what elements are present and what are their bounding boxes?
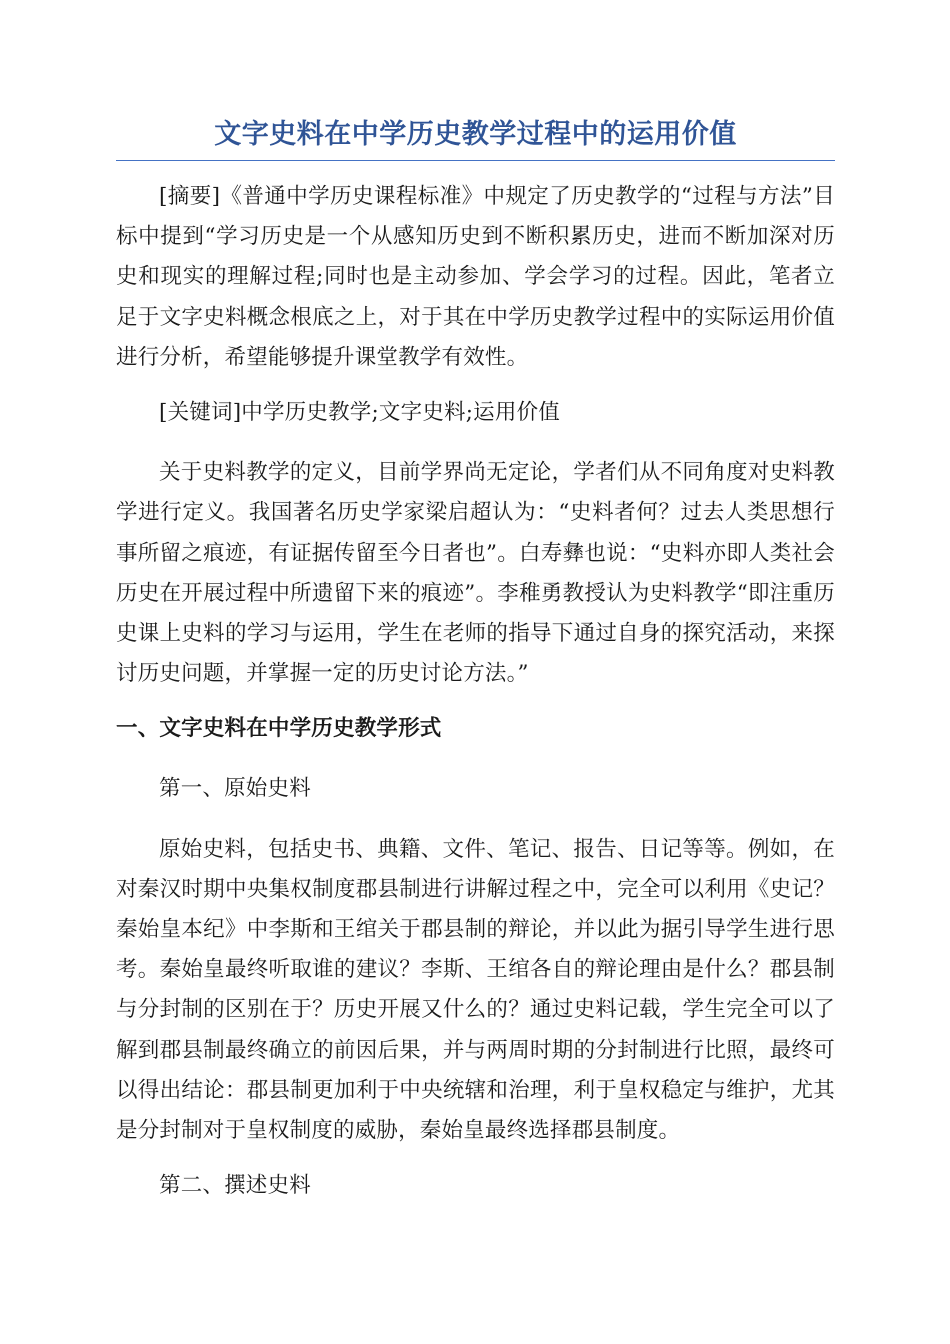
document-title: 文字史料在中学历史教学过程中的运用价值 — [214, 119, 737, 150]
subsection-heading-2: 第二、撰述史料 — [159, 1173, 311, 1199]
subsection-body-1: 原始史料，包括史书、典籍、文件、笔记、报告、日记等等。例如，在对秦汉时期中央集权制度郡县制进行讲解过程之中，完全可以利用《史记？秦始皇本纪》中李斯和王绾关于郡县制的辩论，并以此为据引导学生进行思考。秦始皇最终听取谁的建议？李斯、王绾各自的辩论理由是什么？郡县制与分封制的区别在于？历史开展又什么的？通过史料记载，学生完全可以了解到郡县制最终确立的前因后果，并与两周时期的分封制进行比照，最终可以得出结论：郡县制更加利于中央统辖和治理，利于皇权稳定与维护，尤其是分封制对于皇权制度的威胁，秦始皇最终选择郡县制度。 — [116, 836, 835, 1144]
document-page — [116, 110, 835, 1226]
subsection-heading-1: 第一、原始史料 — [159, 776, 311, 802]
keywords-paragraph: [关键词]中学历史教学;文字史料;运用价值 — [159, 400, 560, 426]
abstract-paragraph: [摘要]《普通中学历史课程标准》中规定了历史教学的“过程与方法”目标中提到“学习历史是一个从感知历史到不断积累历史，进而不断加深对历史和现实的理解过程;同时也是主动参加、学会学习的过程。因此，笔者立足于文字史料概念根底之上，对于其在中学历史教学过程中的实际运用价值进行分析，希望能够提升课堂教学有效性。 — [116, 184, 835, 370]
intro-paragraph: 关于史料教学的定义，目前学界尚无定论，学者们从不同角度对史料教学进行定义。我国著名历史学家梁启超认为：“史料者何？过去人类思想行事所留之痕迹，有证据传留至今日者也”。白寿彝也说：“史料亦即人类社会历史在开展过程中所遗留下来的痕迹”。李稚勇教授认为史料教学“即注重历史课上史料的学习与运用，学生在老师的指导下通过自身的探究活动，来探讨历史问题，并掌握一定的历史讨论方法。” — [116, 460, 835, 687]
section-heading-1: 一、文字史料在中学历史教学形式 — [116, 716, 442, 742]
title-underline — [116, 160, 835, 161]
